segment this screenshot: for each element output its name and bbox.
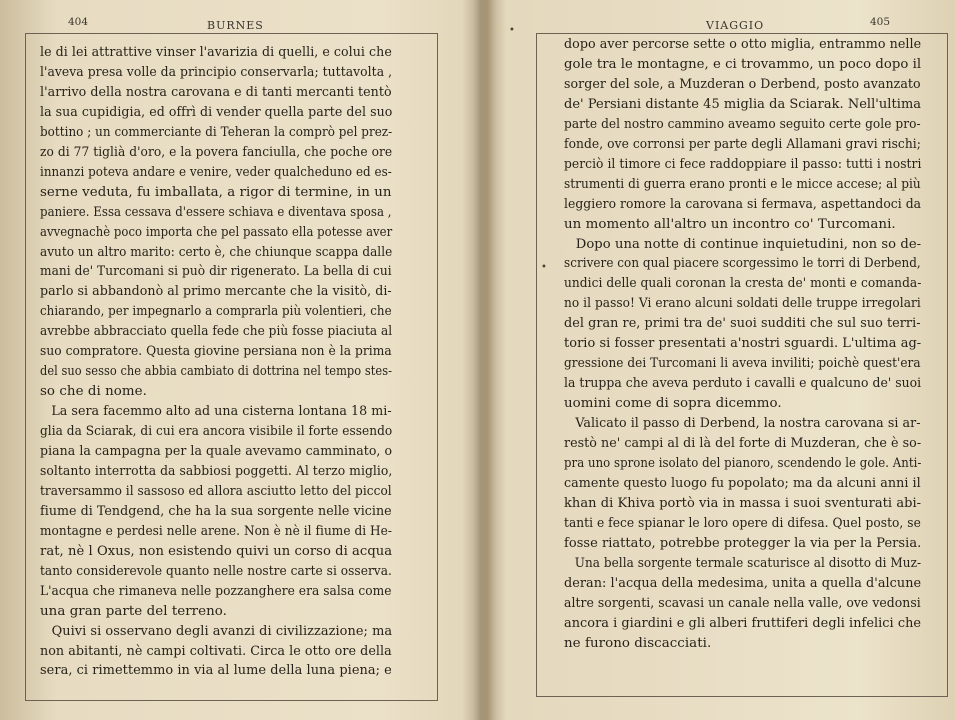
text-line: tanti e fece spianar le loro opere di difesa. Quel posto, se: [564, 515, 921, 531]
text-line: piana la campagna per la quale avevamo camminato, o: [40, 444, 393, 459]
text-line: Una bella sorgente termale scaturisce al disotto di Muz-: [574, 555, 922, 571]
text-line: avuto un altro marito: certo è, che chiunque scappa dalle: [40, 244, 393, 260]
left-page-frame-left: [25, 33, 26, 701]
text-line: fosse riattato, potrebbe protegger la via per la Persia.: [564, 535, 922, 551]
text-line: no il passo! Vi erano alcuni soldati delle truppe irregolari: [564, 296, 921, 312]
text-line: Quivi si osservano degli avanzi di civilizzazione; ma: [51, 623, 393, 639]
left-page-frame-top: [25, 33, 438, 34]
text-line: fiume di Tendgend, che ha la sua sorgente nelle vicine: [40, 503, 392, 519]
text-line: restò ne' campi al di là del forte di Muzderan, che è so-: [564, 436, 922, 451]
text-line: torio si fosser presentati a'nostri sguardi. L'ultima ag-: [564, 336, 922, 352]
text-line: tanto considerevole quanto nelle nostre carte si osserva.: [40, 563, 392, 579]
right-page-frame-right: [947, 33, 948, 697]
text-line: paniere. Essa cessava d'essere schiava e diventava sposa ,: [40, 204, 392, 220]
text-line: la truppa che aveva perduto i cavalli e qualcuno de' suoi: [564, 376, 922, 392]
text-line: serne veduta, fu imballata, a rigor di termine, in un: [40, 184, 392, 200]
right-running-head: VIAGGIO: [706, 19, 765, 32]
text-line: dopo aver percorse sette o otto miglia, entrammo nelle: [564, 37, 922, 52]
text-line: avrebbe abbracciato quella fede che più fosse piaciuta al: [40, 324, 393, 340]
text-line: ancora i giardini e gli alberi fruttiferi degli infelici che: [564, 615, 922, 631]
margin-dot-mark: •: [509, 25, 515, 36]
text-line: zo di 77 tiglià d'oro, e la povera fanciulla, che poche ore: [40, 144, 393, 160]
text-line: le di lei attrattive vinser l'avarizia di quelli, e colui che: [40, 45, 392, 60]
text-line: montagne e perdesi nelle arene. Non è nè il fiume di He-: [40, 523, 393, 539]
text-line: camente questo luogo fu popolato; ma da alcuni anni il: [564, 475, 921, 491]
text-line: sorger del sole, a Muzderan o Derbend, posto avanzato: [564, 76, 921, 92]
text-line: leggiero romore la carovana si fermava, aspettandoci da: [564, 196, 922, 212]
text-line: altre sorgenti, scavasi un canale nella valle, ove vedonsi: [564, 595, 921, 611]
text-line: La sera facemmo alto ad una cisterna lontana 18 mi-: [51, 404, 392, 420]
text-line: rat, nè l Oxus, non esistendo quivi un corso di acqua: [40, 543, 393, 559]
text-line: strumenti di guerra erano pronti e le micce accese; al più: [564, 176, 921, 192]
text-line: khan di Khiva portò via in massa i suoi sventurati abi-: [564, 495, 922, 511]
text-line: Valicato il passo di Derbend, la nostra carovana si ar-: [575, 416, 921, 432]
text-line: un momento all'altro un incontro co' Turcomani.: [564, 216, 896, 232]
text-line: l'arrivo della nostra carovana e di tanti mercanti tentò: [40, 84, 392, 100]
text-line: bottino ; un commerciante di Teheran la comprò pel prez-: [40, 124, 393, 140]
text-line: non abitanti, nè campi coltivati. Circa le otto ore della: [40, 643, 392, 659]
right-page-frame-left: [536, 33, 537, 697]
text-line: suo compratore. Questa giovine persiana non è la prima: [40, 344, 392, 360]
right-page-number: 405: [870, 16, 891, 28]
text-line: chiarando, per impegnarlo a comprarla più volentieri, che: [40, 304, 392, 320]
text-line: pra uno sprone isolato del pianoro, scendendo le gole. Anti-: [564, 455, 922, 471]
text-line: soltanto interrotta da sabbiosi poggetti. Al terzo miglio,: [40, 463, 393, 479]
text-line: mani de' Turcomani si può dir rigenerato. La bella di cui: [40, 264, 392, 280]
text-line: Dopo una notte di continue inquietudini, non so de-: [575, 236, 922, 252]
text-line: innanzi poteva andare e venire, veder qualcheduno ed es-: [40, 164, 392, 180]
text-line: sera, ci rimettemmo in via al lume della luna piena; e: [40, 663, 392, 679]
text-line: scrivere con qual piacere scorgessimo le torri di Derbend,: [564, 256, 921, 272]
text-line: traversammo il sassoso ed allora asciutto letto del piccol: [40, 483, 392, 499]
left-page-frame-right: [437, 33, 438, 701]
text-line: del suo sesso che abbia cambiato di dottrina nel tempo stes-: [40, 364, 392, 380]
text-line: ne furono discacciati.: [564, 635, 712, 651]
text-line: una gran parte del terreno.: [40, 603, 227, 619]
text-line: parlo si abbandonò al primo mercante che la visitò, di-: [40, 284, 392, 300]
right-page-frame-top: [536, 33, 948, 34]
text-line: de' Persiani distante 45 miglia da Sciarak. Nell'ultima: [564, 96, 922, 112]
text-line: undici delle quali coronan la cresta de' monti e comanda-: [564, 276, 922, 292]
text-line: uomini come di sopra dicemmo.: [564, 396, 782, 412]
text-line: gressione dei Turcomani li aveva inviliti; poichè quest'era: [564, 356, 921, 372]
text-line: deran: l'acqua della medesima, unita a quella d'alcune: [564, 575, 922, 591]
left-page-frame-bottom: [25, 700, 438, 701]
text-line: parte del nostro cammino aveamo seguito certe gole pro-: [564, 116, 921, 132]
text-line: del gran re, primi tra de' suoi sudditi che sul suo terri-: [564, 316, 921, 332]
text-line: so che di nome.: [40, 384, 147, 400]
text-line: fonde, ove corronsi per parte degli Allamani gravi rischi;: [564, 136, 921, 152]
left-running-head: BURNES: [207, 19, 264, 32]
right-page-text: [564, 37, 944, 657]
text-line: glia da Sciarak, di cui era ancora visibile il forte essendo: [40, 424, 393, 440]
text-line: L'acqua che rimaneva nelle pozzanghere era salsa come: [40, 583, 392, 599]
left-page-number: 404: [68, 16, 89, 28]
text-line: perciò il timore ci fece raddoppiare il passo: tutti i nostri: [564, 156, 922, 172]
left-page-text: [40, 45, 430, 685]
text-line: la sua cupidigia, ed offrì di vender quella parte del suo: [40, 104, 393, 120]
text-line: gole tra le montagne, e ci trovammo, un poco dopo il: [564, 56, 922, 72]
text-line: avvegnachè poco importa che pel passato ella potesse aver: [40, 224, 393, 240]
right-page: [478, 0, 955, 720]
right-page-frame-bottom: [536, 696, 948, 697]
text-line: l'aveva presa volle da principio conservarla; tuttavolta ,: [40, 64, 393, 80]
margin-dot-mark: •: [541, 262, 547, 273]
